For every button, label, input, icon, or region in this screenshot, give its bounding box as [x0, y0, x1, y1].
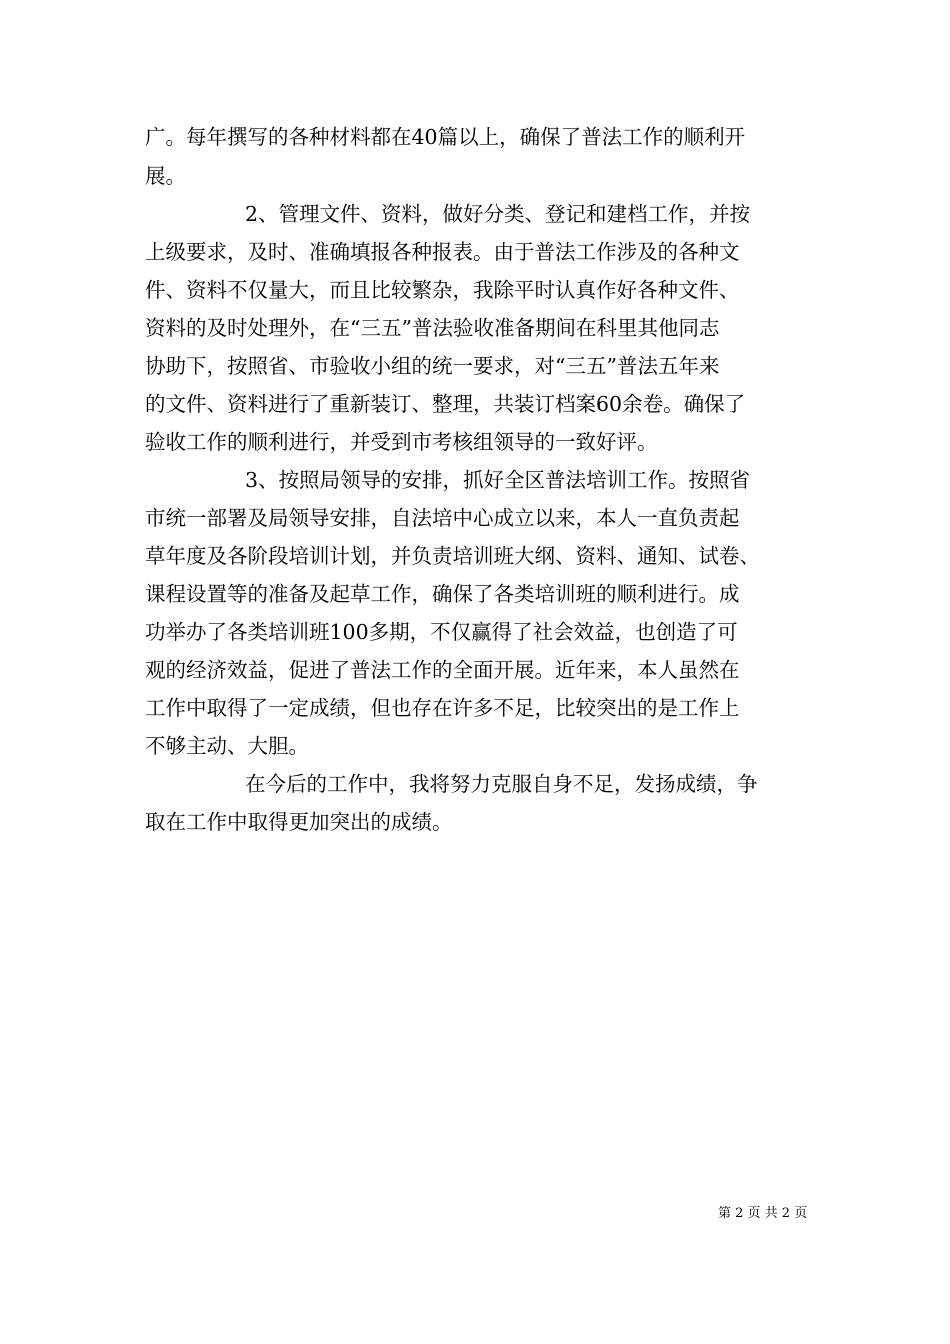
- paragraph-2-first-line: 2、管理文件、资料，做好分类、登记和建档工作，并按: [245, 202, 751, 226]
- body-line: 件、资料不仅量大，而且比较繁杂，我除平时认真作好各种文件、: [145, 278, 740, 302]
- body-line: 不够主动、大胆。: [145, 734, 309, 758]
- body-line: 上级要求，及时、准确填报各种报表。由于普法工作涉及的各种文: [145, 240, 740, 264]
- body-line: 取在工作中取得更加突出的成绩。: [145, 810, 453, 834]
- body-line: 功举办了各类培训班100多期，不仅赢得了社会效益，也创造了可: [145, 620, 738, 644]
- body-line: 观的经济效益，促进了普法工作的全面开展。近年来，本人虽然在: [145, 658, 740, 682]
- paragraph-3-first-line: 3、按照局领导的安排，抓好全区普法培训工作。按照省: [245, 468, 751, 492]
- body-line: 课程设置等的准备及起草工作，确保了各类培训班的顺利进行。成: [145, 582, 740, 606]
- body-line: 协助下，按照省、市验收小组的统一要求，对“三五”普法五年来: [145, 354, 720, 378]
- page-number-footer: 第 2 页 共 2 页: [718, 1206, 808, 1221]
- body-line: 的文件、资料进行了重新装订、整理，共装订档案60余卷。确保了: [145, 392, 746, 416]
- body-line: 市统一部署及局领导安排，自法培中心成立以来，本人一直负责起: [145, 506, 740, 530]
- body-line: 资料的及时处理外，在“三五”普法验收准备期间在科里其他同志: [145, 316, 720, 340]
- body-line: 验收工作的顺利进行，并受到市考核组领导的一致好评。: [145, 430, 658, 454]
- body-line: 广。每年撰写的各种材料都在40篇以上，确保了普法工作的顺利开: [145, 125, 746, 149]
- paragraph-4-first-line: 在今后的工作中，我将努力克服自身不足，发扬成绩，争: [245, 772, 758, 796]
- body-line: 工作中取得了一定成绩，但也存在许多不足，比较突出的是工作上: [145, 696, 740, 720]
- body-line: 展。: [145, 164, 186, 188]
- body-line: 草年度及各阶段培训计划，并负责培训班大纲、资料、通知、试卷、: [145, 544, 760, 568]
